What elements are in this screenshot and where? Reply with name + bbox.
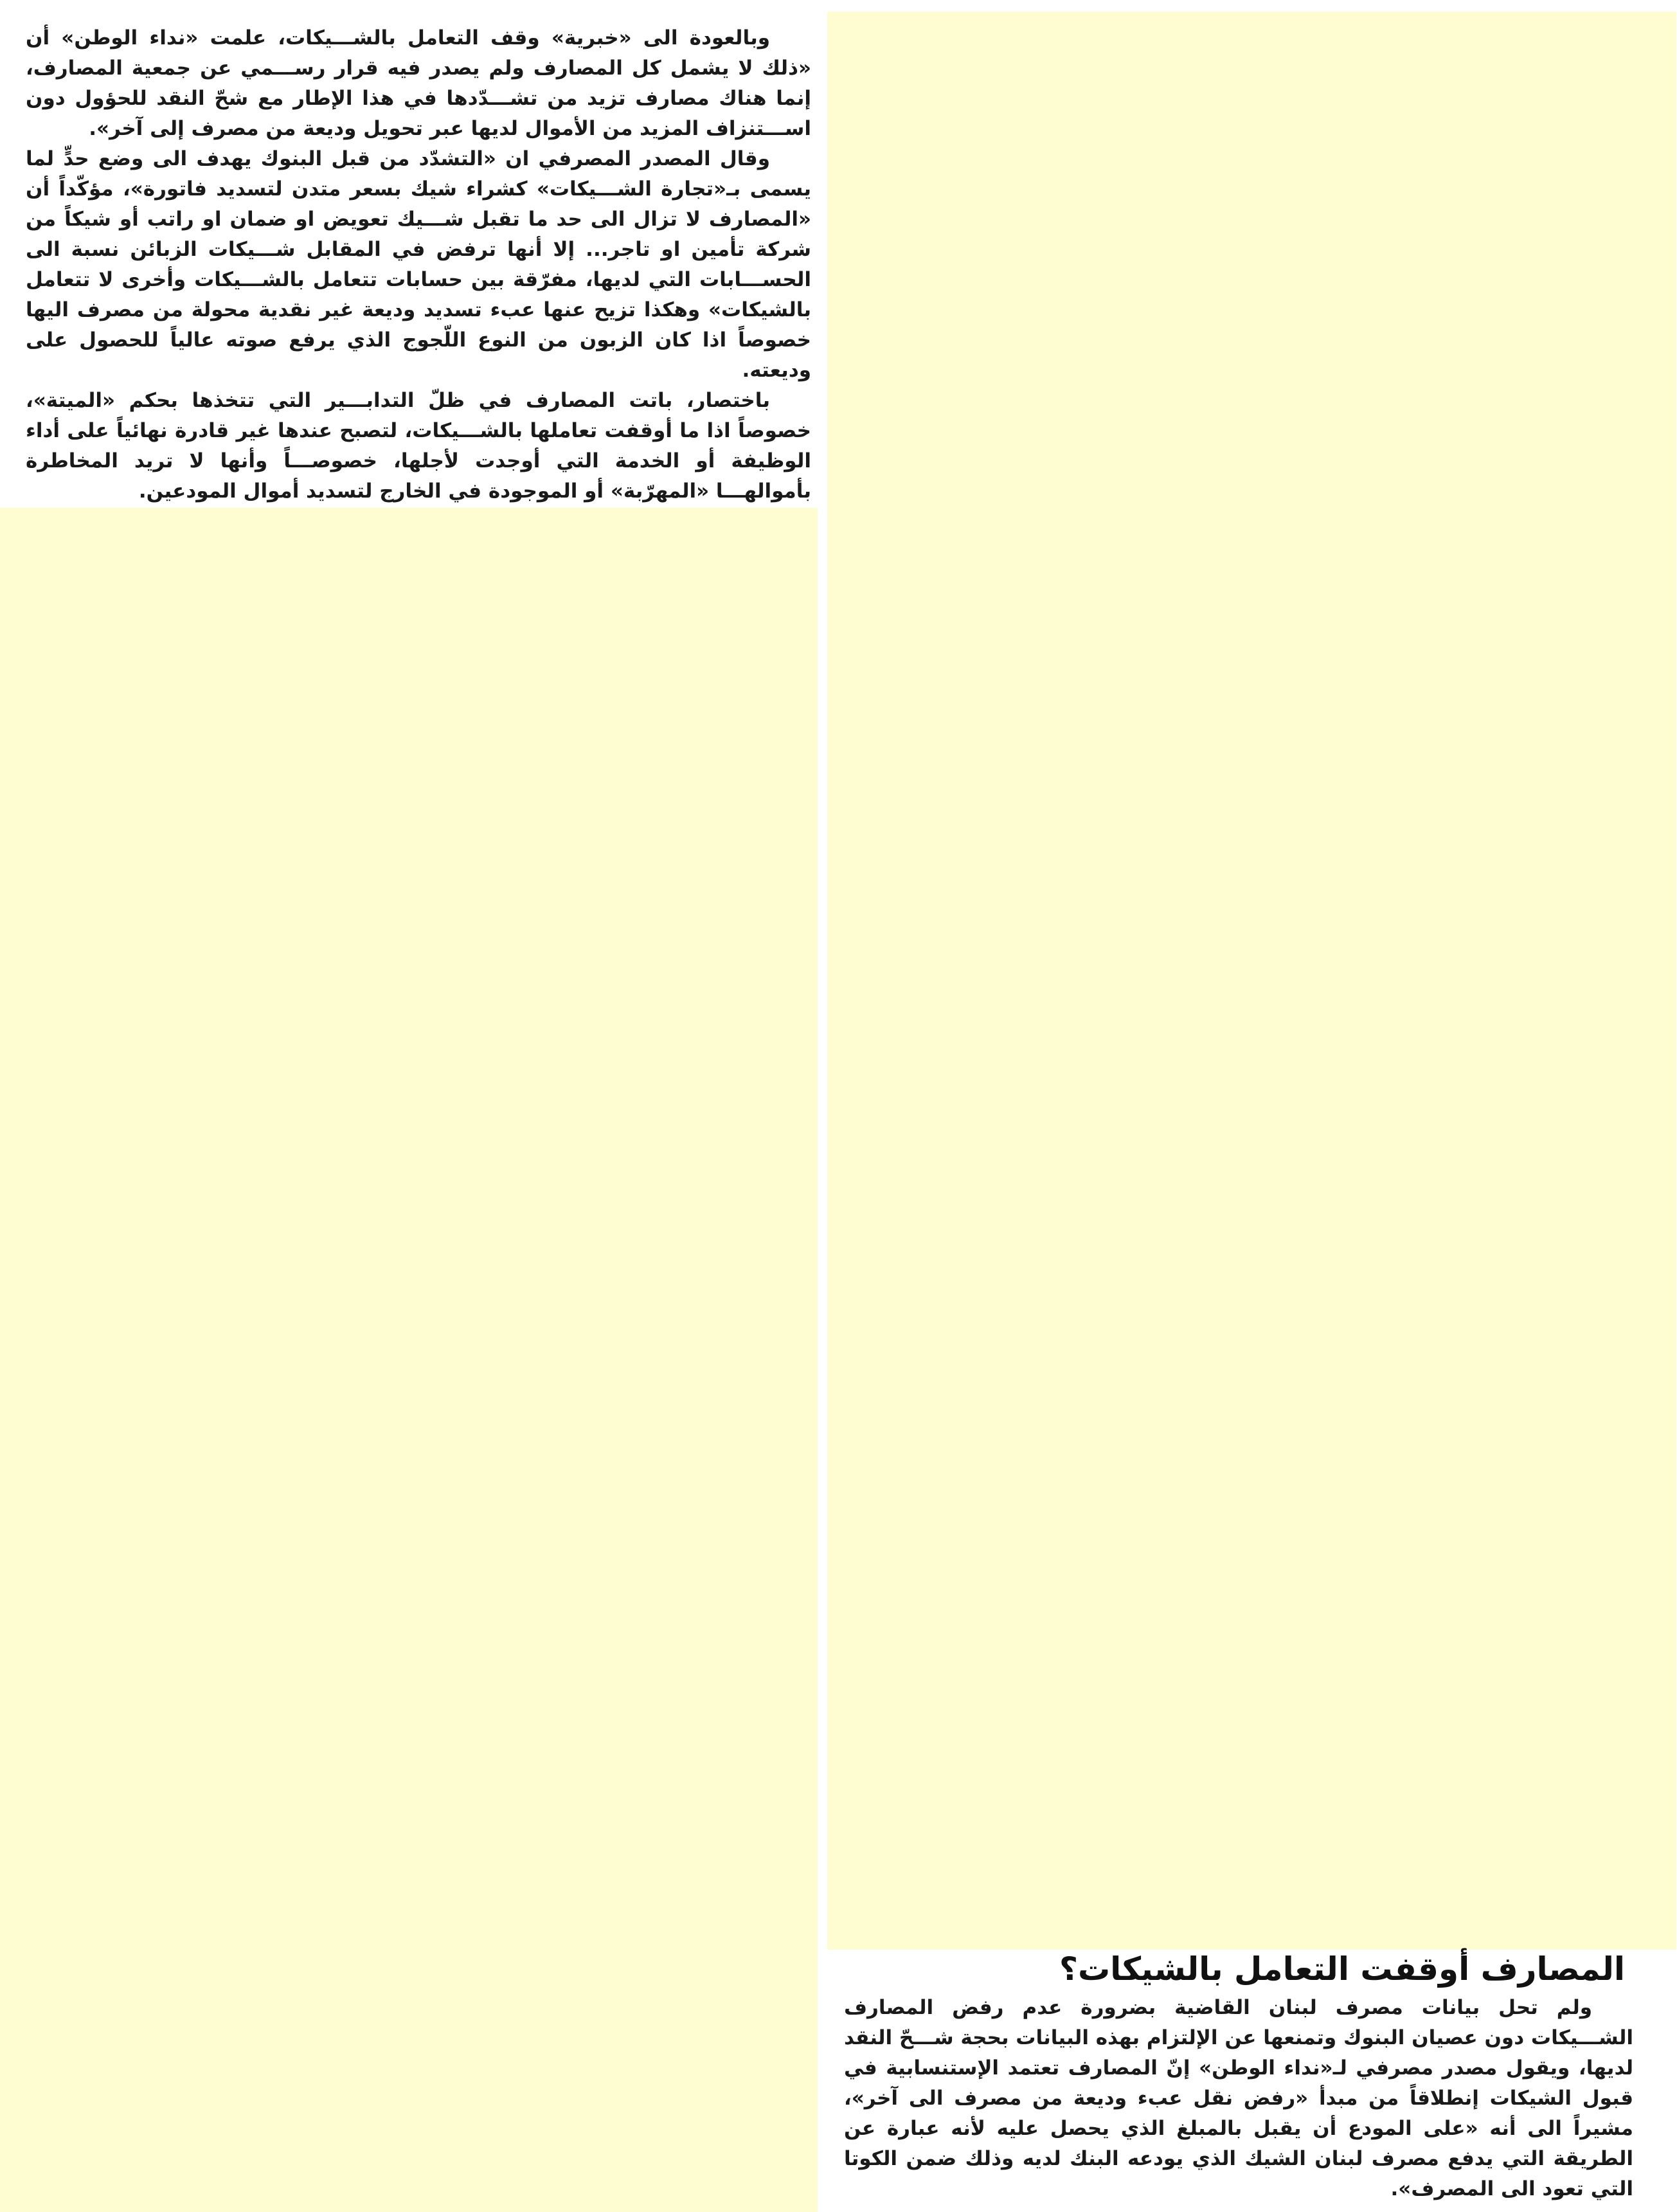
article-continuation	[26, 23, 811, 507]
article-paragraph: باختصار، باتت المصارف في ظلّ التدابـــير التي تتخذها بحكم «الميتة»، خصوصاً اذا ما أوقفت تعاملها بالشـــيكات، لتصبح عندها غير قادرة نهائياً على أداء الوظيفة أو الخدمة التي أوجدت لأجلها، خصوصـــاً وأنها لا تريد المخاطرة بأموالهـــا «المهرّبة» أو الموجودة في الخارج لتسديد أموال المودعين.	[26, 389, 811, 503]
article-paragraph: وبالعودة الى «خبرية» وقف التعامل بالشـــيكات، علمت «نداء الوطن» أن «ذلك لا يشمل كل المصارف ولم يصدر فيه قرار رســـمي عن جمعية المصارف، إنما هناك مصارف تزيد من تشـــدّدها في هذا الإطار مع شحّ النقد للحؤول دون اســـتنزاف المزيد من الأموال لديها عبر تحويل وديعة من مصرف إلى آخر».	[26, 26, 811, 140]
article-paragraph: وقال المصدر المصرفي ان «التشدّد من قبل البنوك يهدف الى وضع حدٍّ لما يسمى بـ«تجارة الشـــيكات» كشراء شيك بسعر متدن لتسديد فاتورة»، مؤكّداً أن «المصارف لا تزال الى حد ما تقبل شـــيك تعويض او ضمان او راتب أو شيكاً من شركة تأمين او تاجر... إلا أنها ترفض في المقابل شـــيكات الزبائن نسبة الى الحســـابات التي لديها، مفرّقة بين حسابات تتعامل بالشـــيكات وأخرى لا تتعامل بالشيكات» وهكذا تزيح عنها عبء تسديد وديعة غير نقدية محولة من مصرف اليها خصوصاً اذا كان الزبون من النوع اللّجوج الذي يرفع صوته عالياً للحصول على وديعته.	[26, 147, 811, 382]
section-paragraph: ولم تحل بيانات مصرف لبنان القاضية بضرورة عدم رفض المصارف الشـــيكات دون عصيان البنوك وتمنعها عن الإلتزام بهذه البيانات بحجة شـــحّ النقد لديها، ويقول مصدر مصرفي لـ«نداء الوطن» إنّ المصارف تعتمد الإستنسابية في قبول الشيكات إنطلاقاً من مبدأ «رفض نقل عبء وديعة من مصرف الى آخر»، مشيراً الى أنه «على المودع أن يقبل بالمبلغ الذي يحصل عليه لأنه عبارة عن الطريقة التي يدفع مصرف لبنان الشيك الذي يودعه البنك لديه وذلك ضمن الكوتا التي تعود الى المصرف».	[844, 1996, 1633, 2200]
section-body	[844, 1993, 1633, 2204]
left-lower-yellow-panel	[0, 508, 818, 2212]
section-headline: المصارف أوقفت التعامل بالشيكات؟	[1059, 1950, 1625, 1988]
right-yellow-panel	[827, 12, 1676, 1950]
